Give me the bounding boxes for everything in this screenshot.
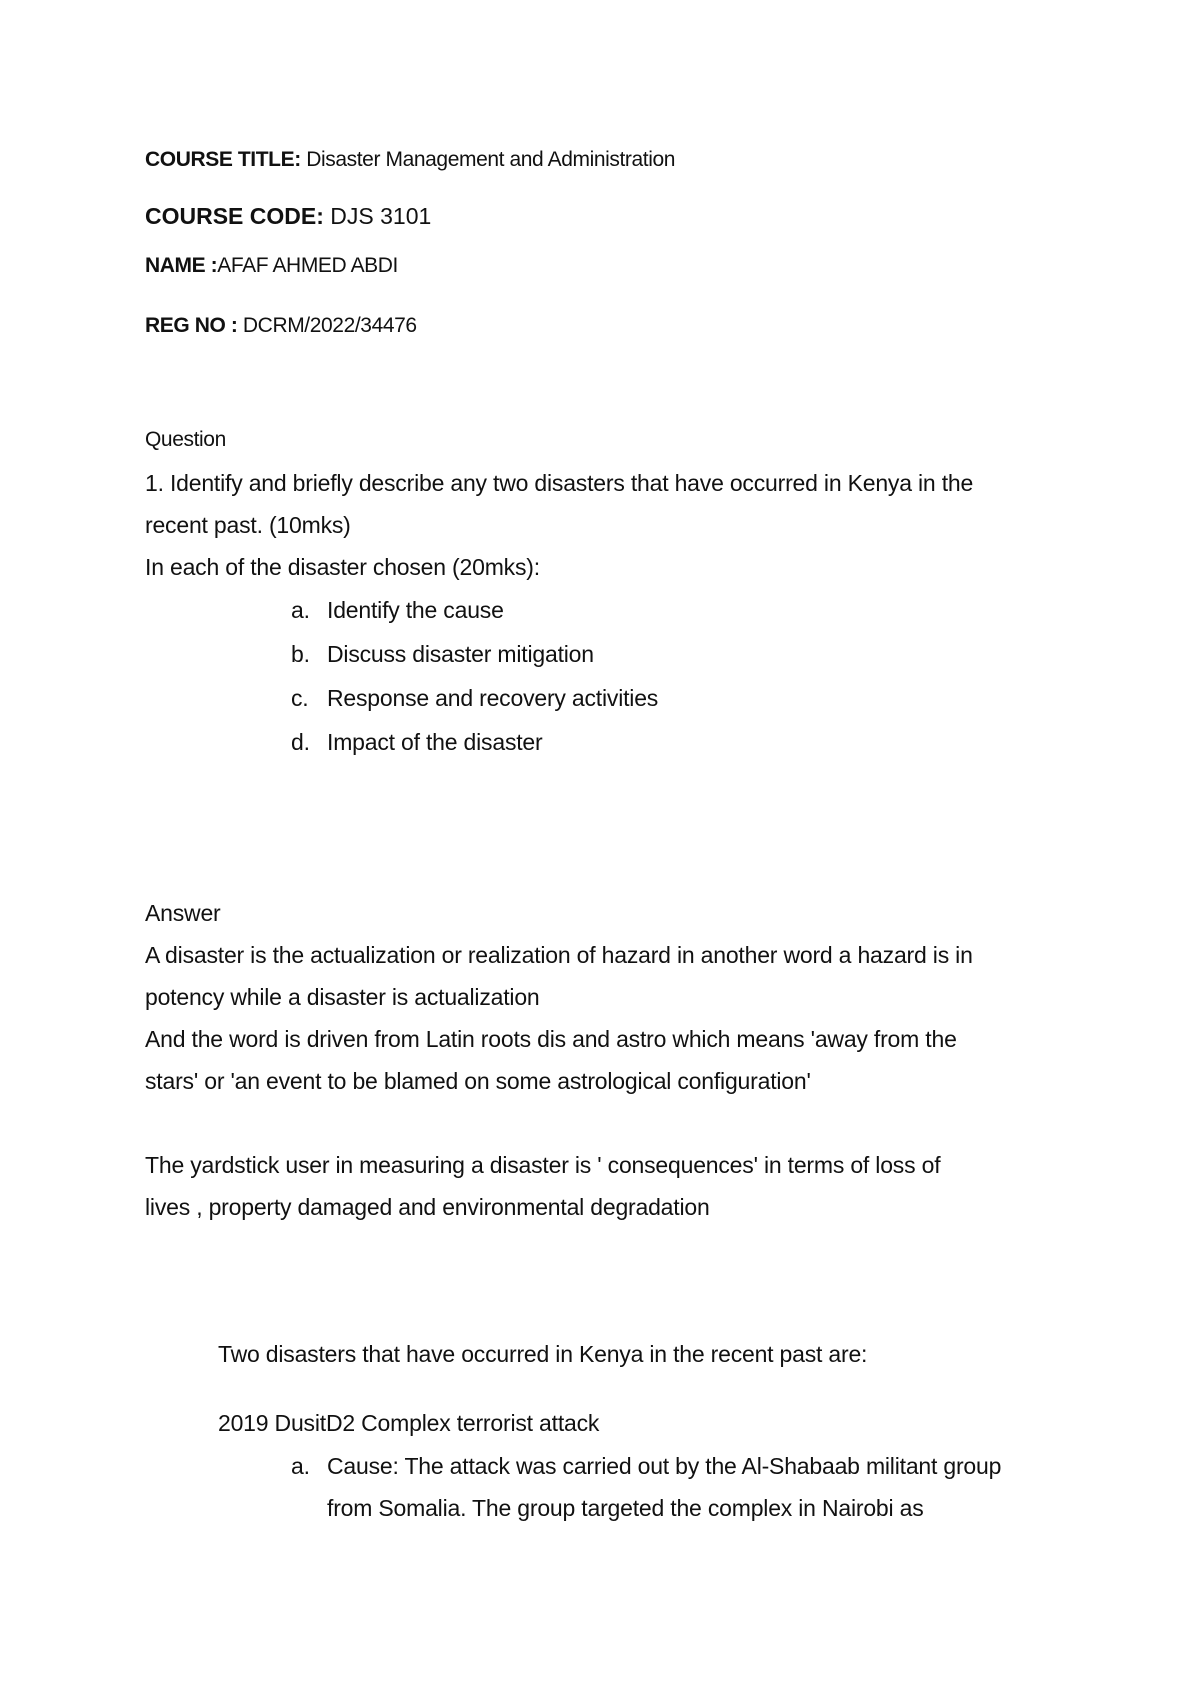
course-code-label: COURSE CODE: — [145, 203, 324, 229]
reg-no-label: REG NO : — [145, 314, 238, 337]
item-marker: a. — [291, 1453, 310, 1479]
disaster-1-title: 2019 DusitD2 Complex terrorist attack — [218, 1410, 600, 1436]
answer-p1-line-1: A disaster is the actualization or realization of hazard in another word a hazard is in — [145, 942, 973, 968]
course-code-value: DJS 3101 — [323, 203, 432, 229]
question-item-a — [291, 597, 504, 624]
item-marker: b. — [291, 641, 310, 667]
course-code-line — [145, 203, 431, 230]
answer-p1-line-4: stars' or 'an event to be blamed on some astrological configuration' — [145, 1068, 811, 1094]
item-marker: c. — [291, 685, 309, 711]
question-line-2: recent past. (10mks) — [145, 512, 351, 538]
name-label: NAME : — [145, 254, 218, 277]
name-line — [145, 254, 398, 278]
course-title-value: Disaster Management and Administration — [300, 148, 676, 171]
answer-p2-line-2: lives , property damaged and environmental degradation — [145, 1194, 710, 1220]
question-line-3: In each of the disaster chosen (20mks): — [145, 554, 540, 580]
reg-no-value: DCRM/2022/34476 — [237, 314, 417, 337]
answer-p1-line-2: potency while a disaster is actualization — [145, 984, 540, 1010]
item-marker: a. — [291, 597, 310, 623]
item-text: Response and recovery activities — [327, 685, 659, 711]
reg-no-line — [145, 314, 417, 338]
answer-p1-line-3: And the word is driven from Latin roots dis and astro which means 'away from the — [145, 1026, 957, 1052]
question-item-b — [291, 641, 594, 668]
answer-p2-line-1: The yardstick user in measuring a disaster is ' consequences' in terms of loss of — [145, 1152, 941, 1178]
item-text: Impact of the disaster — [327, 729, 543, 755]
question-item-d — [291, 729, 542, 756]
disaster-1-cause — [291, 1453, 1001, 1480]
course-title-line — [145, 148, 675, 172]
cause-text: Cause: The attack was carried out by the Al-Shabaab militant group — [327, 1453, 1002, 1479]
item-text: Identify the cause — [327, 597, 504, 623]
question-line-1: 1. Identify and briefly describe any two disasters that have occurred in Kenya in the — [145, 470, 974, 496]
answer-heading: Answer — [145, 900, 221, 926]
item-marker: d. — [291, 729, 310, 755]
question-item-c — [291, 685, 658, 712]
question-heading: Question — [145, 428, 226, 451]
disasters-intro: Two disasters that have occurred in Kenya in the recent past are: — [218, 1341, 868, 1367]
item-text: Discuss disaster mitigation — [327, 641, 594, 667]
disaster-1-cause-continued: from Somalia. The group targeted the complex in Nairobi as — [327, 1495, 924, 1521]
name-value: AFAF AHMED ABDI — [217, 254, 398, 277]
course-title-label: COURSE TITLE: — [145, 148, 301, 171]
